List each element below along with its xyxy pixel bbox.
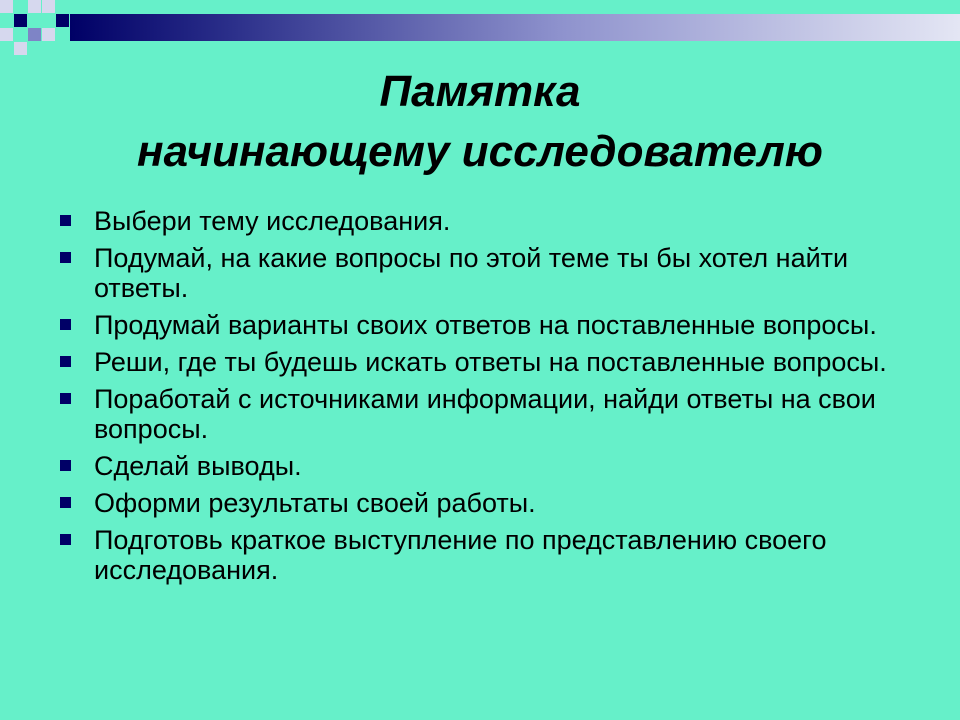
square-bullet-icon bbox=[60, 460, 71, 471]
ornament-square bbox=[0, 0, 13, 13]
square-bullet-icon bbox=[60, 215, 71, 226]
bullet-item bbox=[60, 347, 920, 377]
ornament-square bbox=[14, 42, 27, 55]
square-bullet-icon bbox=[60, 252, 71, 263]
bullet-item bbox=[60, 206, 920, 236]
square-bullet-icon bbox=[60, 497, 71, 508]
header-gradient-bar bbox=[70, 14, 960, 41]
square-bullet-icon bbox=[60, 356, 71, 367]
bullet-item bbox=[60, 451, 920, 481]
bullet-text: Подготовь краткое выступление по представлению своего исследования. bbox=[94, 525, 827, 585]
bullet-item bbox=[60, 384, 920, 444]
bullet-text: Поработай с источниками информации, найди ответы на свои вопросы. bbox=[94, 384, 876, 444]
bullet-item bbox=[60, 525, 920, 585]
slide-title bbox=[0, 62, 960, 182]
ornament-square bbox=[42, 28, 55, 41]
corner-ornament bbox=[0, 0, 80, 60]
bullet-list bbox=[60, 206, 920, 592]
ornament-square bbox=[42, 0, 55, 13]
ornament-square bbox=[28, 28, 41, 41]
ornament-square bbox=[56, 14, 69, 27]
ornament-square bbox=[14, 14, 27, 27]
ornament-square bbox=[28, 0, 41, 13]
bullet-text: Реши, где ты будешь искать ответы на поставленные вопросы. bbox=[94, 347, 887, 377]
square-bullet-icon bbox=[60, 534, 71, 545]
bullet-text: Подумай, на какие вопросы по этой теме ты бы хотел найти ответы. bbox=[94, 243, 849, 303]
ornament-square bbox=[0, 28, 13, 41]
square-bullet-icon bbox=[60, 319, 71, 330]
bullet-item bbox=[60, 243, 920, 303]
square-bullet-icon bbox=[60, 393, 71, 404]
bullet-item bbox=[60, 310, 920, 340]
bullet-text: Сделай выводы. bbox=[94, 451, 302, 481]
slide-title-line-2: начинающему исследователю bbox=[137, 127, 823, 176]
bullet-text: Оформи результаты своей работы. bbox=[94, 488, 536, 518]
bullet-text: Выбери тему исследования. bbox=[94, 206, 451, 236]
bullet-text: Продумай варианты своих ответов на поставленные вопросы. bbox=[94, 310, 877, 340]
slide-title-line-1: Памятка bbox=[379, 67, 581, 116]
bullet-item bbox=[60, 488, 920, 518]
